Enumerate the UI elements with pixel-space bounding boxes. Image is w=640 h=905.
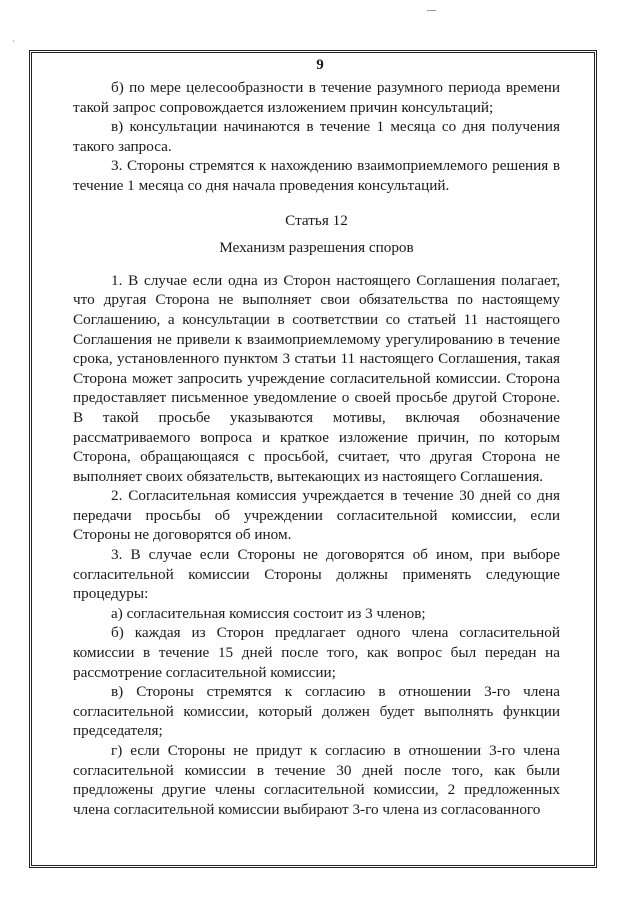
- paragraph: 1. В случае если одна из Сторон настоящего Соглашения полагает, что другая Сторона не выполняет свои обязательства по настоящему Соглашению, а консультации в соответствии со статьей 11 настоящего Соглашения не привели к взаимоприемлемому урегулированию в течение срока, установленного пунктом 3 статьи 11 настоящего Соглашения, такая Сторона может запросить учреждение согласительной комиссии. Сторона предоставляет письменное уведомление о своей просьбе другой Стороне. В такой просьбе указываются мотивы, включая обозначение рассматриваемого вопроса и краткое изложение причин, по которым Сторона, обращающаяся с просьбой, считает, что другая Сторона не выполняет своих обязательств, вытекающих из настоящего Соглашения.: [73, 271, 560, 485]
- spacer: [73, 258, 560, 271]
- paragraph: 3. Стороны стремятся к нахождению взаимоприемлемого решения в течение 1 месяца со дня начала проведения консультаций.: [73, 157, 560, 194]
- paragraph: б) по мере целесообразности в течение разумного периода времени такой запрос сопровождается изложением причин консультаций;: [73, 79, 560, 116]
- article-number: Статья 12: [285, 211, 348, 229]
- document-body: [73, 78, 560, 819]
- scan-mark: [427, 10, 436, 11]
- spacer: [73, 196, 560, 211]
- list-item: г) если Стороны не придут к согласию в отношении 3-го члена согласительной комиссии в течение 30 дней после того, как были предложены другие члены согласительной комиссии, 2 предложенных члена согласительной комиссии выбирают 3-го члена из согласованного: [73, 742, 560, 818]
- article-title: Механизм разрешения споров: [219, 239, 414, 257]
- paragraph: в) консультации начинаются в течение 1 месяца со дня получения такого запроса.: [73, 118, 560, 155]
- page-number: 9: [316, 57, 324, 73]
- list-item: а) согласительная комиссия состоит из 3 членов;: [111, 604, 426, 622]
- paragraph: 3. В случае если Стороны не договорятся об ином, при выборе согласительной комиссии Стороны должны применять следующие процедуры:: [73, 546, 560, 603]
- spacer: [73, 230, 560, 238]
- list-item: в) Стороны стремятся к согласию в отношении 3-го члена согласительной комиссии, который должен будет выполнять функции председателя;: [73, 683, 560, 740]
- scan-mark: [13, 40, 14, 42]
- list-item: б) каждая из Сторон предлагает одного члена согласительной комиссии в течение 15 дней после того, как вопрос был передан на рассмотрение согласительной комиссии;: [73, 624, 560, 681]
- paragraph: 2. Согласительная комиссия учреждается в течение 30 дней со дня передачи просьбы об учреждении согласительной комиссии, если Стороны не договорятся об ином.: [73, 487, 560, 544]
